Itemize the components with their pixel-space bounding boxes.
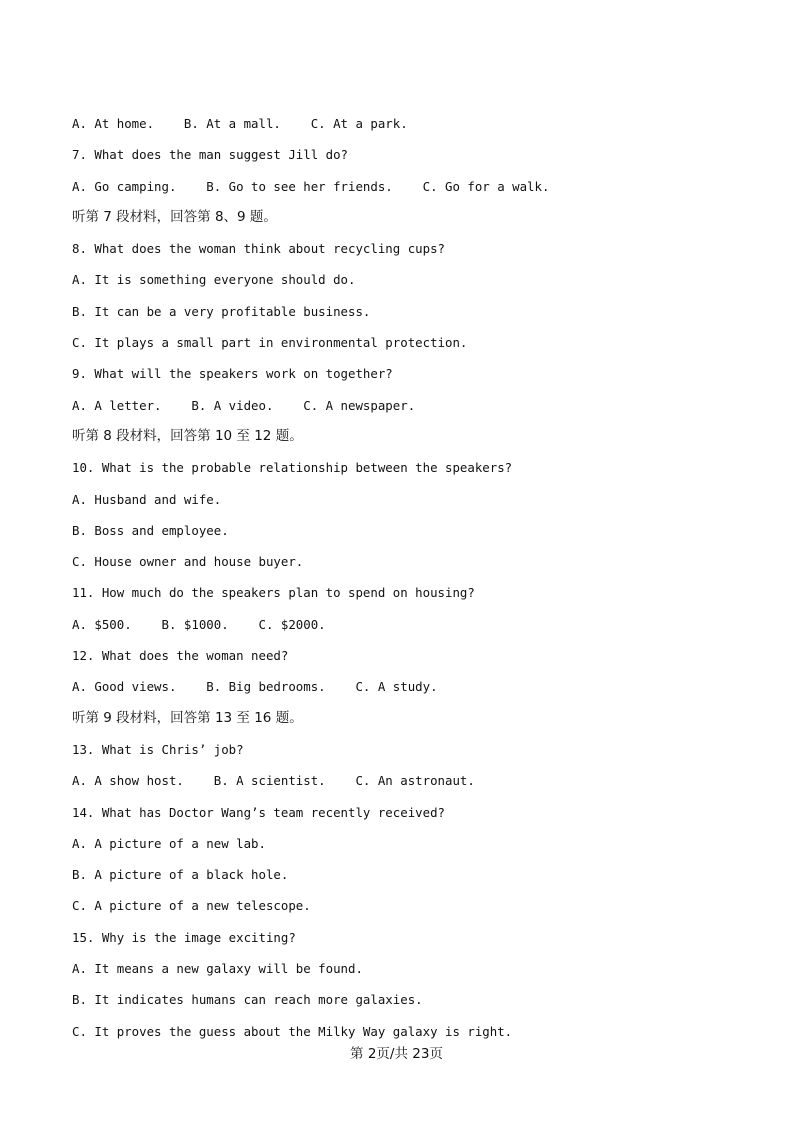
question-15: 15. Why is the image exciting? [72, 929, 296, 945]
question-11: 11. How much do the speakers plan to spend on housing? [72, 585, 475, 601]
section-heading-8: 听第 8 段材料，回答第 10 至 12 题。 [72, 427, 303, 444]
answer-option-10c: C. House owner and house buyer. [72, 554, 304, 570]
answer-options-q13: A. A show host. B. A scientist. C. An astronaut. [72, 773, 475, 789]
answer-options-q11: A. $500. B. $1000. C. $2000. [72, 616, 326, 632]
question-8: 8. What does the woman think about recycling cups? [72, 241, 445, 257]
answer-option-15b: B. It indicates humans can reach more galaxies. [72, 992, 423, 1008]
answer-option-15c: C. It proves the guess about the Milky Way galaxy is right. [72, 1023, 513, 1039]
answer-option-15a: A. It means a new galaxy will be found. [72, 961, 363, 977]
answer-option-10a: A. Husband and wife. [72, 491, 222, 507]
question-7: 7. What does the man suggest Jill do? [72, 147, 349, 163]
question-13: 13. What is Chris’ job? [72, 741, 244, 757]
answer-option-14c: C. A picture of a new telescope. [72, 898, 311, 914]
answer-option-8b: B. It can be a very profitable business. [72, 303, 371, 319]
question-10: 10. What is the probable relationship between the speakers? [72, 460, 513, 476]
answer-options-q9: A. A letter. B. A video. C. A newspaper. [72, 397, 416, 413]
answer-option-8c: C. It plays a small part in environmental protection. [72, 335, 468, 351]
answer-options-q12: A. Good views. B. Big bedrooms. C. A study. [72, 679, 438, 695]
answer-option-14a: A. A picture of a new lab. [72, 835, 266, 851]
answer-options-q6: A. At home. B. At a mall. C. At a park. [72, 116, 408, 131]
section-heading-7: 听第 7 段材料，回答第 8、9 题。 [72, 208, 277, 225]
answer-option-8a: A. It is something everyone should do. [72, 272, 356, 288]
question-12: 12. What does the woman need? [72, 648, 289, 664]
page-number-footer: 第 2页/共 23页 [350, 1046, 443, 1062]
answer-options-q7: A. Go camping. B. Go to see her friends. C. Go for a walk. [72, 178, 550, 194]
section-heading-9: 听第 9 段材料，回答第 13 至 16 题。 [72, 709, 303, 726]
answer-option-10b: B. Boss and employee. [72, 522, 229, 538]
question-14: 14. What has Doctor Wang’s team recently received? [72, 804, 445, 820]
answer-option-14b: B. A picture of a black hole. [72, 867, 289, 883]
document-page [72, 108, 762, 1047]
question-9: 9. What will the speakers work on together? [72, 366, 393, 382]
